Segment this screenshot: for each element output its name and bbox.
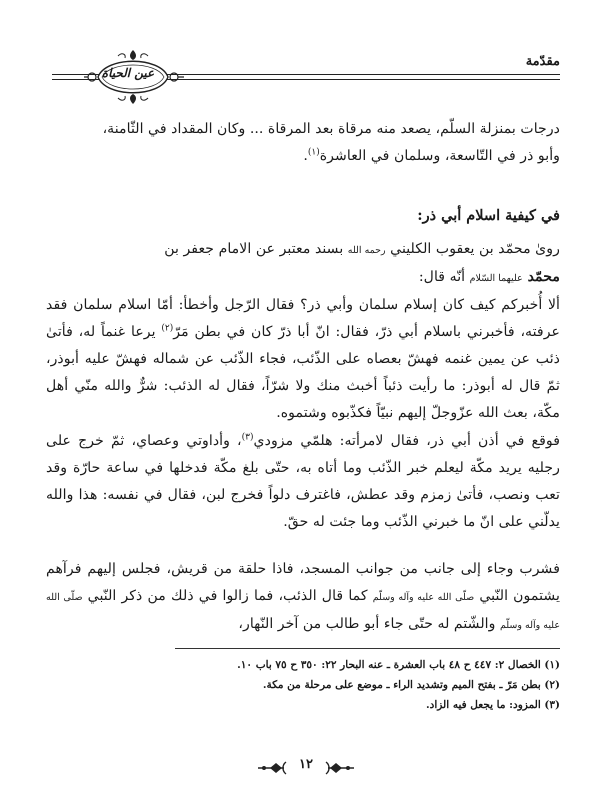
paragraph-1	[46, 292, 560, 427]
honorific-text: رحمه الله	[347, 245, 386, 256]
narration-block	[46, 236, 560, 292]
salawat-2: صلّى الله عليه وآله وسلّم	[46, 592, 560, 631]
paragraph-2-body	[46, 428, 560, 536]
book-emblem-title: عين الحياة	[101, 66, 155, 80]
salawat-1: صلّى الله عليه وآله وسلّم	[372, 592, 475, 603]
page-number: ١٢	[299, 757, 313, 772]
narration-line-2b: أنّه قال:	[418, 269, 470, 285]
main-text	[46, 116, 560, 170]
paragraph-3-body	[46, 556, 560, 639]
intro-paragraph	[46, 116, 560, 170]
paragraph-2-text-a: فوقع في أذن أبي ذر، فقال لامرأته: هلمّي مزودي	[253, 433, 560, 449]
footnote-1: (١) الخصال ٢: ٤٤٧ ح ٤٨ باب العشرة ـ عنه البحار ٢٢: ٣٥٠ ح ٧٥ باب ١٠.	[237, 659, 560, 671]
honorific-text-2: عليهما السّلام	[469, 273, 523, 284]
footnote-ref-2[interactable]: (٢)	[161, 323, 174, 334]
footnote-2: (٢) بطن مَرّ ـ بفتح الميم وتشديد الراء ـ موضع على مرحلة من مكة.	[262, 679, 560, 691]
paragraph-3-text-c: والشّتم له حتّى جاء أبو طالب من آخر النّهار،	[238, 616, 500, 632]
narration-line-2a: محمّد	[522, 269, 560, 285]
paragraph-3	[46, 556, 560, 639]
paragraph-1-text-b: يرعا غنماً له، فأتىٰ ذئب عن يمين غنمه فهشّ بعصاه على الذّئب، فجاء الذّئب عن شماله فهشّ عليه أبوذر، ثمّ قال له أبوذر: ما رأيت ذئباً أخبث منك ولا شرّاً، فقال له الذئب: شرٌّ والله منّي أهل مكّة، بعث الله عزّوجلّ إليهم نبيّاً فكذّبوه وشتموه.	[46, 324, 560, 421]
paragraph-1-body	[46, 292, 560, 427]
narration-line-1b: بسند معتبر عن الامام جعفر بن	[164, 241, 348, 257]
paragraph-2	[46, 428, 560, 536]
section-heading: في كيفية اسلام أبي ذر:	[417, 207, 560, 224]
paragraph-3-text-b: كما قال الذئب، فما زالوا في ذلك من ذكر النّبي	[82, 588, 373, 604]
intro-line-1: درجات بمنزلة السلّم، يصعد منه مرقاة بعد المرقاة ... وكان المقداد في الثّامنة،	[102, 121, 560, 137]
footnote-divider	[175, 648, 560, 649]
paragraph-1-text-a: ألا أُخبركم كيف كان إسلام سلمان وأبي ذر؟ فقال الرّجل وأخطأ: أمّا اسلام سلمان فقد عرفته، فأخبرني باسلام أبي ذرّ، فقال: انّ أبا ذرّ كان في بطن مَرّ	[46, 297, 561, 340]
intro-line-2-end: .	[303, 148, 308, 164]
intro-line-2: وأبو ذر في التّاسعة، وسلمان في العاشرة	[319, 148, 560, 164]
footnote-3: (٣) المزود: ما يجعل فيه الزاد.	[426, 699, 560, 711]
section-title: مقدّمة	[525, 54, 560, 69]
footnotes	[46, 655, 560, 715]
paragraph-2-text-b: ، وأداوتي وعصاي، ثمّ خرج على رجليه يريد مكّة ليعلم خبر الذّئب وما أتاه به، حتّى بلغ مكّة فدخلها في ساعة حارّة وقد تعب ونصب، فأتىٰ زمزم وقد عطش، فاغترف دلواً فخرج لبن، فقال في نفسه: هذا والله يدلّني على انّ ما خبرني الذّئب وما جئت له حقّ.	[46, 433, 560, 530]
paragraph-3-text-a: فشرب وجاء إلى جانب من جوانب المسجد، فاذا حلقة من قريش، فجلس إليهم فرآهم يشتمون النّبي	[46, 561, 560, 604]
footnote-ref-3[interactable]: (٣)	[241, 432, 254, 443]
narration-paragraph	[46, 236, 560, 292]
footnote-ref-1[interactable]: (١)	[307, 147, 320, 158]
narration-line-1a: روىٰ محمّد بن يعقوب الكليني	[385, 241, 560, 257]
